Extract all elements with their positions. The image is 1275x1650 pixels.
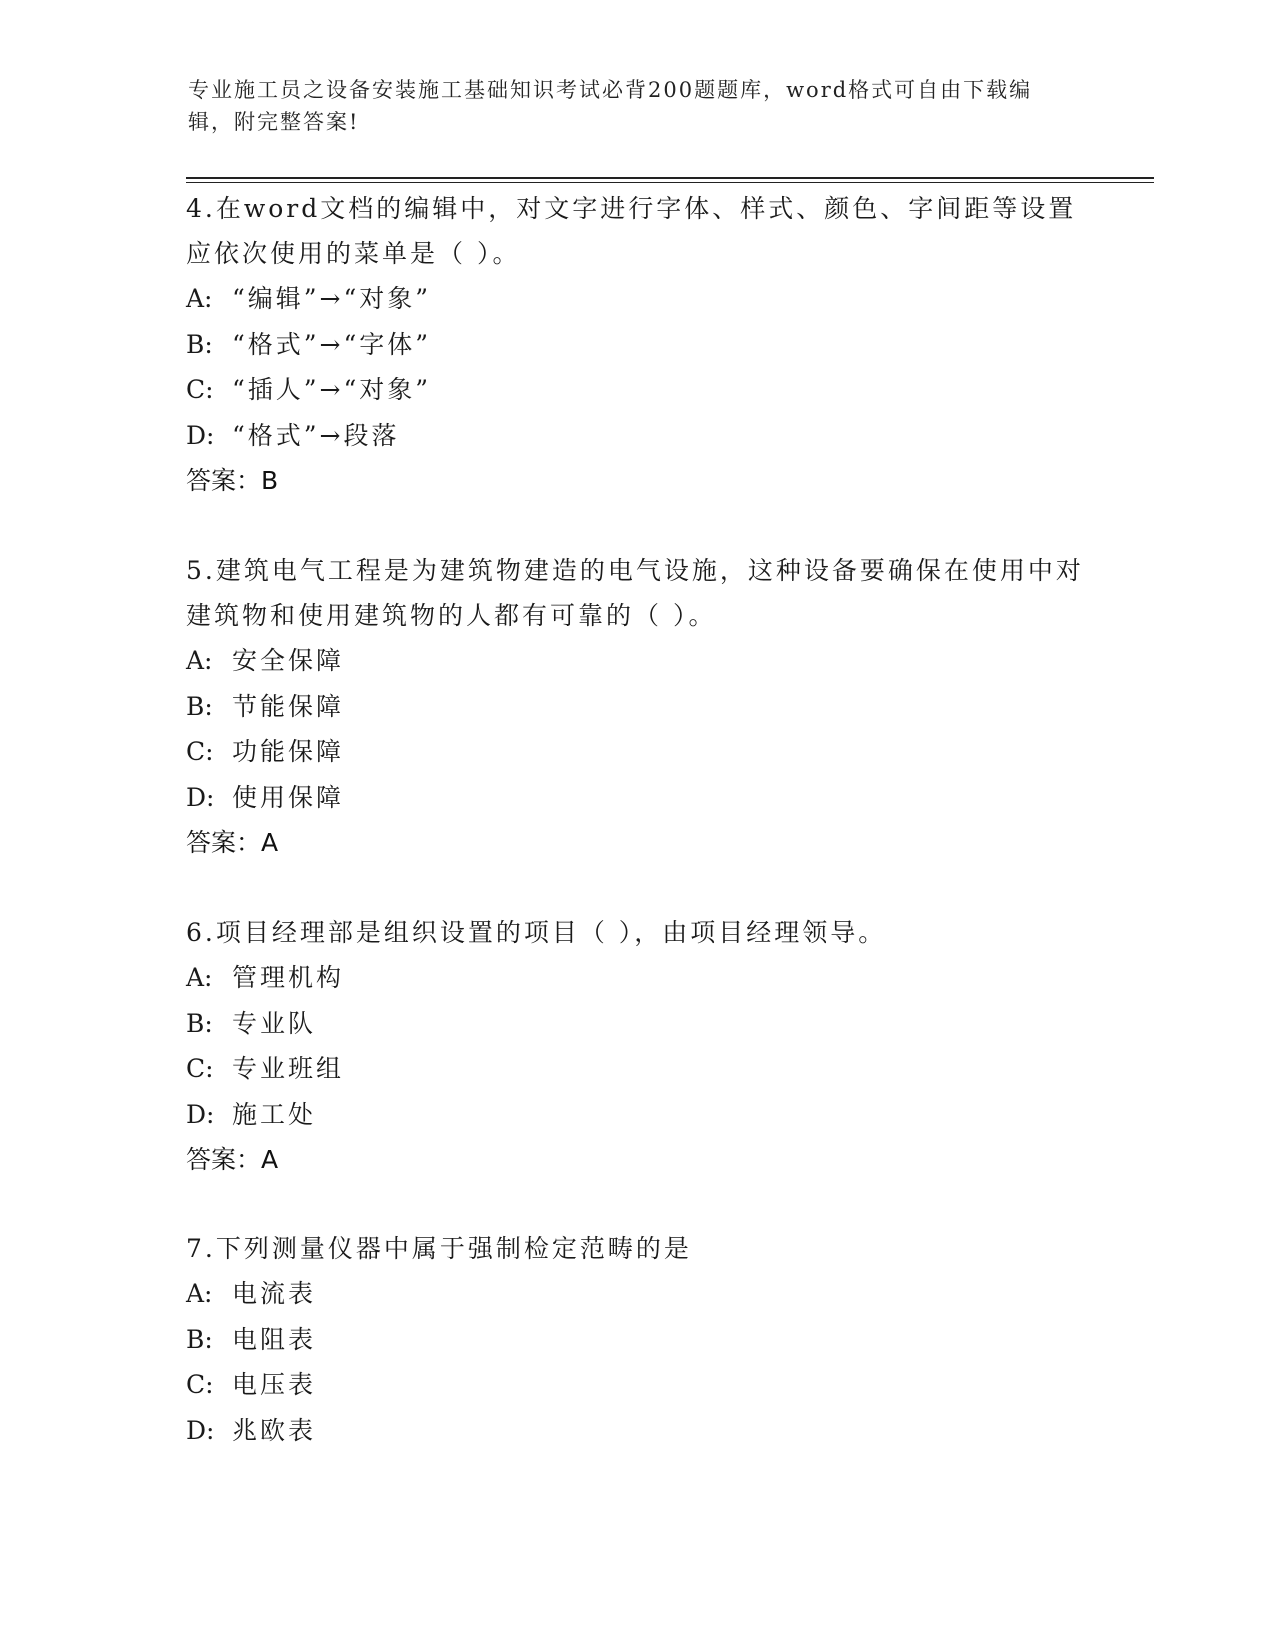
option-d — [186, 775, 1086, 821]
document-header: 专业施工员之设备安装施工基础知识考试必背200题题库，word格式可自由下载编辑，附完整答案! — [188, 78, 1033, 134]
option-key: B: — [186, 691, 213, 721]
option-b — [186, 322, 1086, 368]
option-d — [186, 1092, 1086, 1138]
option-text: 节能保障 — [232, 691, 345, 721]
option-text: 管理机构 — [232, 963, 345, 992]
option-text: “插人”→“对象” — [232, 375, 432, 404]
question-6 — [186, 910, 1086, 1182]
option-key: C: — [186, 1370, 214, 1399]
option-a — [186, 955, 1086, 1001]
option-text: 施工处 — [232, 1099, 317, 1129]
option-text: 功能保障 — [232, 737, 345, 766]
option-c — [186, 367, 1086, 413]
option-key: B: — [186, 329, 213, 359]
question-stem: 4.在word文档的编辑中，对文字进行字体、样式、颜色、字间距等设置应依次使用的菜单是（ ）。 — [186, 194, 1077, 268]
option-key: D: — [186, 1099, 215, 1129]
option-key: D: — [186, 782, 215, 812]
option-key: D: — [186, 420, 215, 450]
option-key: C: — [186, 737, 214, 766]
option-key: A: — [186, 284, 213, 313]
option-b — [186, 1317, 1086, 1363]
header-divider-thin — [186, 182, 1154, 183]
option-d — [186, 1408, 1086, 1454]
option-text: 电流表 — [232, 1279, 317, 1308]
option-b — [186, 684, 1086, 730]
option-text: “编辑”→“对象” — [232, 284, 432, 313]
option-text: 安全保障 — [232, 646, 345, 675]
option-text: 使用保障 — [232, 782, 345, 812]
option-key: D: — [186, 1415, 215, 1445]
option-b — [186, 1001, 1086, 1047]
option-text: 专业班组 — [232, 1054, 345, 1083]
answer-label: 答案：A — [186, 828, 279, 857]
answer-label: 答案：A — [186, 1145, 279, 1174]
option-key: A: — [186, 1279, 213, 1308]
question-stem: 6.项目经理部是组织设置的项目（ ），由项目经理领导。 — [186, 918, 887, 947]
option-text: “格式”→“字体” — [232, 329, 432, 359]
option-a — [186, 1271, 1086, 1317]
option-c — [186, 729, 1086, 775]
option-key: C: — [186, 375, 214, 404]
option-d — [186, 413, 1086, 459]
header-divider-thick — [186, 177, 1154, 179]
option-text: 电压表 — [232, 1370, 317, 1399]
answer-label: 答案：B — [186, 466, 279, 495]
option-text: 电阻表 — [232, 1324, 317, 1354]
question-4 — [186, 186, 1086, 503]
option-key: B: — [186, 1008, 213, 1038]
option-key: A: — [186, 646, 213, 675]
question-stem: 5.建筑电气工程是为建筑物建造的电气设施，这种设备要确保在使用中对建筑物和使用建筑物的人都有可靠的（ ）。 — [186, 556, 1084, 630]
option-text: “格式”→段落 — [232, 420, 400, 450]
option-key: B: — [186, 1324, 213, 1354]
option-c — [186, 1046, 1086, 1092]
option-a — [186, 276, 1086, 322]
option-key: C: — [186, 1054, 214, 1083]
question-stem: 7.下列测量仪器中属于强制检定范畴的是 — [186, 1234, 692, 1263]
question-7 — [186, 1226, 1086, 1453]
option-a — [186, 638, 1086, 684]
option-key: A: — [186, 963, 213, 992]
option-text: 专业队 — [232, 1008, 317, 1038]
question-5 — [186, 548, 1086, 865]
option-text: 兆欧表 — [232, 1415, 317, 1445]
option-c — [186, 1362, 1086, 1408]
